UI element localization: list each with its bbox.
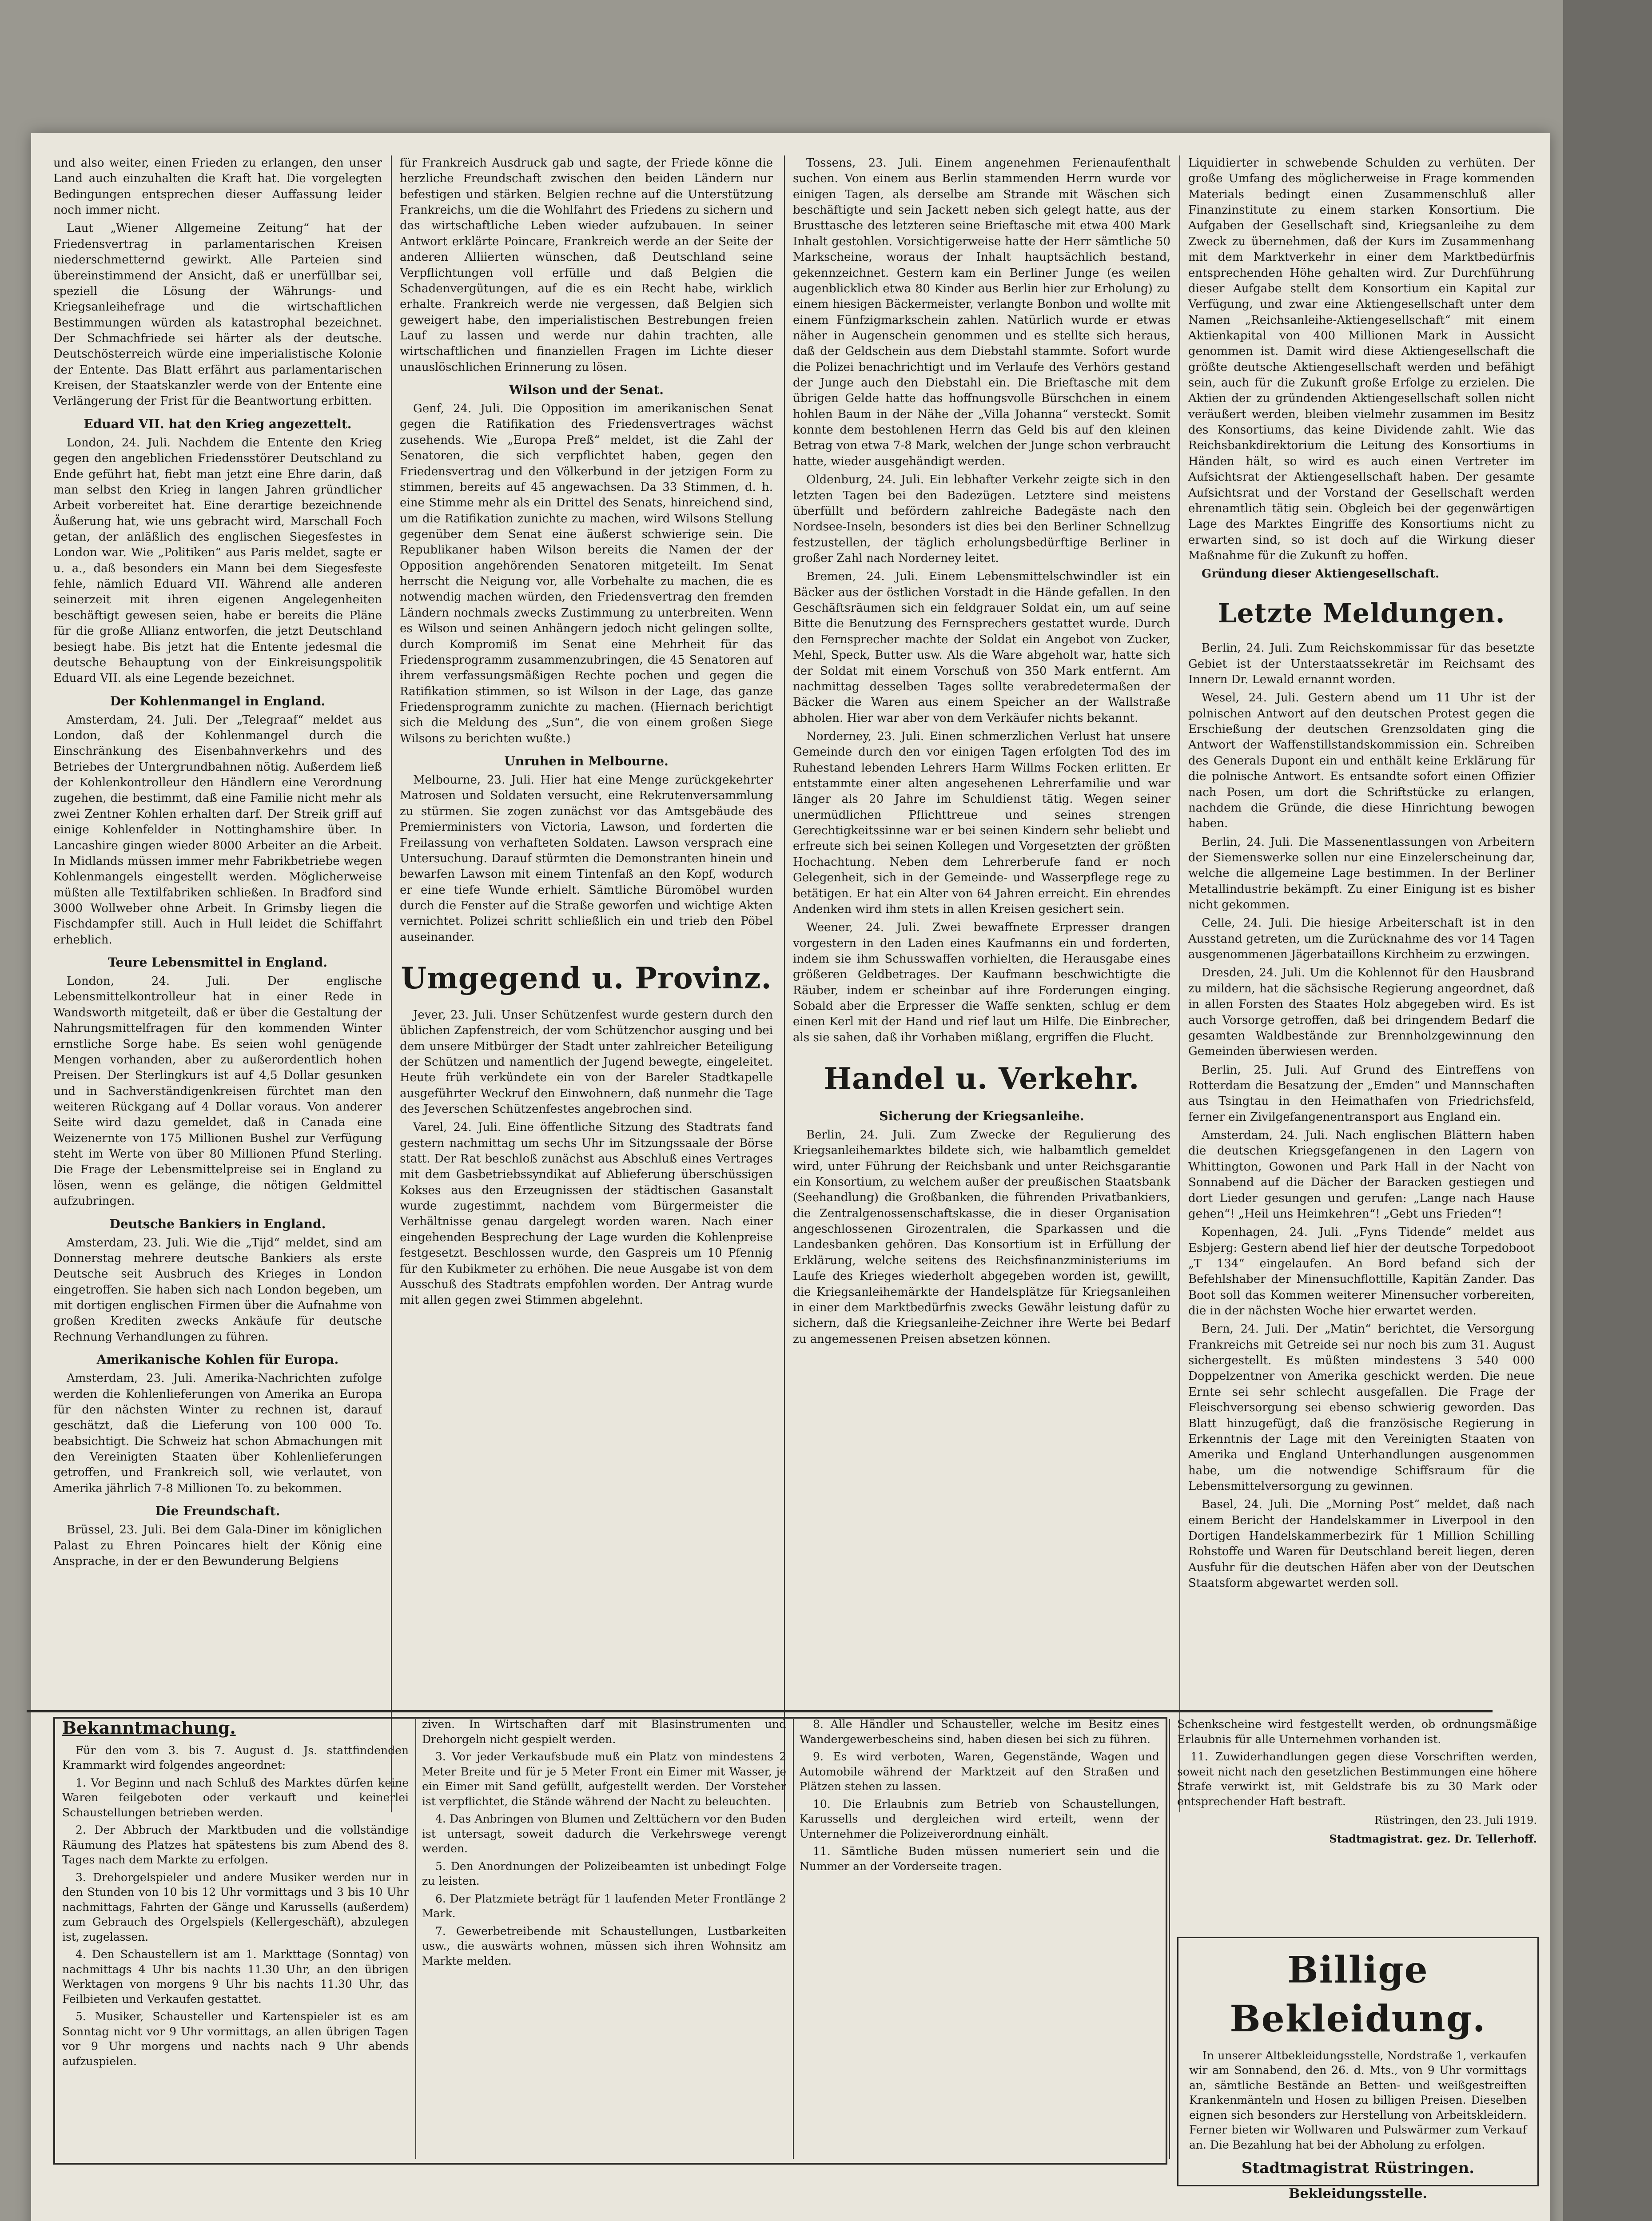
list-item: 2. Der Abbruch der Marktbuden und die vollständige Räumung des Platzes hat spätestens bis zum Abend des 8. Tages nach dem Markte zu erfolgen. [62, 1823, 409, 1867]
announcement-title: Bekanntmachung. [62, 1718, 236, 1738]
place-date: Rüstringen, den 23. Juli 1919. [1374, 1814, 1537, 1827]
column-rule [1169, 1719, 1170, 2159]
column-rule [784, 155, 785, 1812]
paragraph: Berlin, 24. Juli. Zum Reichskommissar für das besetzte Gebiet ist der Unterstaatssekretär im Reichsamt des Innern Dr. Lewald ernannt worden. [1188, 641, 1535, 687]
paragraph: Bremen, 24. Juli. Einem Lebensmittelschwindler ist ein Bäcker aus der östlichen Vorstadt in die Hände gefallen. In den Geschäftsräumen sich ein feldgrauer Soldat ein, um auf seine Bitte die Benutzung des Fernsprechers gestattet wurde. Durch den Fernsprecher machte der Soldat ein Angebot von Zucker, Mehl, Speck, Butter usw. Als die Ware abgeholt war, hatte sich der Soldat mit einem Vorschuß von 350 Mark entfernt. Am nachmittag desselben Tages sollte verabredetermaßen der Bäcker die Waren aus einem Speicher an der Wallstraße abholen. Hier war aber von dem Verkäufer nichts bekannt. [793, 570, 1170, 725]
list-item: 3. Vor jeder Verkaufsbude muß ein Platz von mindestens 2 Meter Breite und für je 5 Meter Front ein Eimer mit Wasser, je ein Eimer mit Sand gefüllt, aufgestellt werden. Der Vorsteher ist verpflichtet, die Stände während der Nacht zu beleuchten. [422, 1750, 786, 1808]
paragraph: Celle, 24. Juli. Die hiesige Arbeiterschaft ist in den Ausstand getreten, um die Zurücknahme des vor 14 Tagen ausgenommenen Jägerbataillons Kirchheim zu erzwingen. [1188, 916, 1535, 962]
list-item: 11. Zuwiderhandlungen gegen diese Vorschriften werden, soweit nicht nach den gesetzlichen Bestimmungen eine höhere Strafe verwirkt ist, mit Geldstrafe bis zu 30 Mark oder entsprechender Haft bestraft. [1177, 1750, 1537, 1808]
paragraph: Berlin, 24. Juli. Zum Zwecke der Regulierung des Kriegsanleihemarktes bildete sich, wie halbamtlich gemeldet wird, unter Führung der Reichsbank und unter Reichsgarantie ein Konsortium, zu welchem außer der preußischen Staatsbank (Seehandlung) die Großbanken, die führenden Privatbankiers, die Zentralgenossenschaftskasse, die in dieser Organisation angeschlossenen Girozentralen, die Sparkassen und die Landesbanken gehören. Das Konsortium ist in Erfüllung der Erklärung, welche seitens des Reichsfinanzministeriums im Laufe des Krieges wiederholt abgegeben worden ist, gewillt, die Kriegsanleihemärkte der Handelsplätze für Kriegsanleihen in einer dem Marktbedürfnis zwecks Gewähr leistung dafür zu sichern, daß die Kriegsanleihe-Zeichner ihre Werte bei Bedarf zu angemessenen Preisen absetzen können. [793, 1128, 1170, 1346]
paragraph: Amsterdam, 24. Juli. Nach englischen Blättern haben die deutschen Kriegsgefangenen in den Lagern von Whittington, Gowonen und Park Hall in der Nacht von Sonnabend auf die Dächer der Baracken gestiegen und dort Lieder gesungen und gerufen: „Lange nach Hause gehen“! „Heil uns Heimkehren“! „Gebt uns Frieden“! [1188, 1129, 1535, 1221]
ad-title: Billige Bekleidung. [1230, 1949, 1486, 2040]
headline: Teure Lebensmittel in England. [108, 955, 327, 970]
paragraph: Oldenburg, 24. Juli. Ein lebhafter Verkehr zeigte sich in den letzten Tagen bei den Badezügen. Letztere sind meistens überfüllt und befördern zahlreiche Badegäste nach den Nordsee-Inseln, besonders ist dies bei den Berliner Schnellzug festzustellen, der täglich erholungsbedürftige Berliner in großer Zahl nach Norderney leitet. [793, 473, 1170, 565]
paragraph: Liquidierter in schwebende Schulden zu verhüten. Der große Umfang des möglicherweise in Frage kommenden Materials bedingt einen Zusammenschluß aller Finanzinstitute zu einem starken Konsortium. Die Aufgaben der Gesellschaft sind, Kriegsanleihe zu dem Zweck zu übernehmen, daß der Kurs im Zusammenhang mit dem Marktverkehr in einer dem Marktbedürfnis entsprechenden Höhe gehalten wird. Zur Durchführung dieser Aufgabe stellt dem Konsortium ein Kapital zur Verfügung, und zwar eine Aktiengesellschaft unter dem Namen „Reichsanleihe-Aktiengesellschaft“ mit einem Aktienkapital von 400 Millionen Mark in Aussicht genommen ist. Damit wird diese Aktiengesellschaft die größte deutsche Aktiengesellschaft werden und befähigt sein, auch für die Zukunft große Erfolge zu erzielen. Die Aktien der zu gründenden Aktiengesellschaft sollen nicht veräußert werden, bleiben vielmehr zusammen im Besitz des Konsortiums, das keine Dividende zahlt. Wie das Reichsbankdirektorium die Leitung des Konsortiums in Händen hält, so wird es auch einen Vertreter im Aufsichtsrat der Aktiengesellschaft haben. Der gesamte Aufsichtsrat und der Vorstand der Gesellschaft werden ehrenamtlich tätig sein. Obgleich bei der gegenwärtigen Lage des Marktes Eingriffe des Konsortiums nicht zu erwarten sind, so ist doch auf die Wirkung dieser Maßnahme für die Zukunft zu hoffen. [1188, 156, 1535, 562]
clothing-ad [1177, 1937, 1539, 2201]
headline: Eduard VII. hat den Krieg angezettelt. [84, 416, 352, 431]
paragraph: Amsterdam, 23. Juli. Amerika-Nachrichten zufolge werden die Kohlenlieferungen von Amerika an Europa für den nächsten Winter zu rechnen ist, darauf geschätzt, daß die Lieferung von 100 000 To. beabsichtigt. Die Schweiz hat schon Abmachungen mit den Vereinigten Staaten über Kohlenlieferungen getroffen, und Frankreich soll, wie verlautet, von Amerika jährlich 7-8 Millionen To. zu bekommen. [53, 1372, 382, 1495]
announcement-col-4 [1177, 1717, 1537, 1930]
paragraph: Weener, 24. Juli. Zwei bewaffnete Erpresser drangen vorgestern in den Laden eines Kaufmanns ein und forderten, indem sie ihm Schusswaffen vorhielten, die Herausgabe eines größeren Geldbetrages. Der Kaufmann beschwichtigte die Räuber, indem er scheinbar auf ihre Forderungen einging. Sobald aber die Erpresser die Waffe senkten, schlug er dem einen Kerl mit der Hand und rief laut um Hilfe. Die Einbrecher, als sie sahen, daß ihr Vorhaben mißlang, ergriffen die Flucht. [793, 921, 1170, 1044]
list-item: 4. Das Anbringen von Blumen und Zelttüchern vor den Buden ist untersagt, soweit dadurch die Verkehrswege verengt werden. [422, 1812, 786, 1855]
paragraph: Genf, 24. Juli. Die Opposition im amerikanischen Senat gegen die Ratifikation des Friedensvertrages wächst zusehends. Wie „Europa Preß“ meldet, ist die Zahl der Senatoren, die sich verpflichtet haben, gegen den Friedensvertrag und den Völkerbund in der jetzigen Form zu stimmen, bereits auf 45 angewachsen. Da 33 Stimmen, d. h. eine Stimme mehr als ein Drittel des Senats, hinreichend sind, um die Ratifikation zunichte zu machen, wird Wilsons Stellung gegenüber dem Senat eine äußerst schwierige sein. Die Republikaner haben Wilson bereits die Namen der der Opposition angehörenden Senatoren mitgeteilt. Im Senat herrscht die Neigung vor, alle Vorbehalte zu machen, die es notwendig machen würden, den Friedensvertrag den fremden Ländern nochmals zwecks Zustimmung zu unterbreiten. Wenn es Wilson und seinen Anhängern jedoch nicht gelingen sollte, durch Kompromiß im Senat eine Mehrheit für das Friedensprogramm zusammenzubringen, die 45 Senatoren auf ihrem verfassungsmäßigen Rechte pochen und gegen die Ratifikation stimmen, so ist Wilson in der Lage, das ganze Friedensprogramm zunichte zu machen. (Hiernach berichtigt sich die Meldung des „Sun“, die von einem großen Siege Wilsons zu berichten wußte.) [400, 402, 773, 745]
column-rule [793, 1719, 794, 2159]
headline: Amerikanische Kohlen für Europa. [96, 1352, 339, 1367]
column-rule [1179, 155, 1180, 1812]
paragraph: Norderney, 23. Juli. Einen schmerzlichen Verlust hat unsere Gemeinde durch den vor einigen Tagen erfolgten Tod des im Ruhestand lebenden Lehrers Harm Willms Focken erlitten. Er entstammte einer alten angesehenen Lehrerfamilie und war länger als 20 Jahre im Schuldienst tätig. Wegen seiner unermüdlichen Pflichttreue und seines strengen Gerechtigkeitssinne war er bei seinen Kindern sehr beliebt und erfreute sich bei seinen Kollegen und Vorgesetzten der größten Hochachtung. Neben dem Lehrerberufe fand er noch Gelegenheit, sich in der Gemeinde- und Wasserpflege rege zu betätigen. Er hat ein Alter von 64 Jahren erreicht. Ein ehrendes Andenken wird ihm stets in allen Kreisen gesichert sein. [793, 729, 1170, 916]
column-rule [415, 1719, 416, 2159]
paragraph: Jever, 23. Juli. Unser Schützenfest wurde gestern durch den üblichen Zapfenstreich, der vom Schützenchor ausging und bei dem unsere Mitbürger der Stadt unter zahlreicher Beteiligung der Schützen und namentlich der Jugend bewegte, eingeleitet. Heute früh verkündete ein von der Bareler Stadtkapelle ausgeführter Weckruf den Einwohnern, daß nunmehr die Tage des Jeverschen Schützenfestes angebrochen sind. [400, 1008, 773, 1116]
headline: Deutsche Bankiers in England. [109, 1216, 326, 1231]
list-item: 3. Drehorgelspieler und andere Musiker werden nur in den Stunden von 10 bis 12 Uhr vormittags und 3 bis 10 Uhr nachmittags, Fahrten der Gänge und Karussells (außerdem) zum Gebrauch des Orgelspiels (Kellergeschäft), abzulegen ist, zugelassen. [62, 1871, 409, 1943]
paragraph: Melbourne, 23. Juli. Hier hat eine Menge zurückgekehrter Matrosen und Soldaten versucht, eine Rekrutenversammlung zu stürmen. Sie zogen zunächst vor das Amtsgebäude des Premierministers von Victoria, Lawson, und forderten die Freilassung von verhafteten Soldaten. Lawson versprach eine Untersuchung. Darauf stürmten die Demonstranten hinein und bewarfen Lawson mit einem Tintenfaß an den Kopf, wodurch er eine tiefe Wunde erhielt. Sämtliche Büromöbel wurden durch die Fenster auf die Straße geworfen und wichtige Akten vernichtet. Polizei schritt schließlich ein und trieb den Pöbel auseinander. [400, 773, 773, 944]
paragraph: Berlin, 24. Juli. Die Massenentlassungen von Arbeitern der Siemenswerke sollen nur eine Einzelerscheinung dar, welche die allgemeine Lage bestimmen. In der Berliner Metallindustrie bekämpft. Zu einer Einigung ist es bisher nicht gekommen. [1188, 835, 1535, 912]
paragraph: für Frankreich Ausdruck gab und sagte, der Friede könne die herzliche Freundschaft zwischen den beiden Ländern nur befestigen und stärken. Belgien rechne auf die Unterstützung Frankreichs, um die die Wohlfahrt des Friedens zu sichern und das wirtschaftliche Leben wieder aufzubauen. In seiner Antwort erklärte Poincare, Frankreich werde an der Seite der anderen Alliierten wünschen, daß Deutschland seine Verpflichtungen voll erfülle und daß Belgien die Schadenvergütungen, auf die es ein Recht habe, wirklich erhalte. Frankreich werde nie vergessen, daß Belgien sich geweigert habe, den imperialistischen Bestrebungen freien Lauf zu lassen und werde nur dahin trachten, alle wirtschaftlichen und finanziellen Fragen im Lichte dieser unauslöschlichen Erinnerung zu lösen. [400, 156, 773, 374]
list-item: ziven. In Wirtschaften darf mit Blasinstrumenten und Drehorgeln nicht gespielt werden. [422, 1718, 786, 1746]
list-item: 11. Sämtliche Buden müssen numeriert sein und die Nummer an der Vorderseite tragen. [800, 1845, 1159, 1873]
paragraph: Laut „Wiener Allgemeine Zeitung“ hat der Friedensvertrag in parlamentarischen Kreisen niederschmetternd gewirkt. Alle Parteien sind übereinstimmend der Ansicht, daß er unerfüllbar sei, speziell die Lösung der Währungs- und Kriegsanleihefrage und die wirtschaftlichen Bestimmungen würden als katastrophal bezeichnet. Der Schmachfriede sei härter als der deutsche. Deutschösterreich würde eine imperialistische Kolonie der Entente. Das Blatt erfährt aus parlamentarischen Kreisen, der Staatskanzler werde von der Entente eine Verlängerung der Frist für die Beantwortung erbitten. [53, 222, 382, 408]
list-item: 9. Es wird verboten, Waren, Gegenstände, Wagen und Automobile während der Marktzeit auf den Straßen und Plätzen stehen zu lassen. [800, 1750, 1159, 1793]
announcement-col-1 [62, 1717, 409, 2165]
list-item: 1. Vor Beginn und nach Schluß des Marktes dürfen keine Waren feilgeboten oder verkauft und keinerlei Schaustellungen betrieben werden. [62, 1776, 409, 1819]
column-1 [53, 155, 382, 1812]
list-item: 8. Alle Händler und Schausteller, welche im Besitz eines Wandergewerbescheins sind, haben diesen bei sich zu führen. [800, 1718, 1159, 1746]
ad-text: In unserer Altbekleidungsstelle, Nordstraße 1, verkaufen wir am Sonnabend, den 26. d. Mts., von 9 Uhr vormittags an, sämtliche Bestände an Betten- und weißgestreiften Krankenmänteln und Hosen zu billigen Preisen. Dieselben eignen sich besonders zur Herstellung von Arbeitskleidern. Ferner bieten wir Wollwaren und Pulswärmer zum Verkauf an. Die Bezahlung hat bei der Abholung zu erfolgen. [1189, 2049, 1527, 2151]
paragraph: Gründung dieser Aktiengesellschaft. [1202, 567, 1440, 581]
list-item: 5. Musiker, Schausteller und Kartenspieler ist es am Sonntag nicht vor 9 Uhr vormittags, an allen übrigen Tagen vor 9 Uhr morgens und nachts nach 9 Uhr abends aufzuspielen. [62, 2010, 409, 2068]
list-item: 10. Die Erlaubnis zum Betrieb von Schaustellungen, Karussells und dergleichen wird erteilt, wenn der Unternehmer die Polizeiverordnung einhält. [800, 1797, 1159, 1840]
section-heading: Letzte Meldungen. [1218, 597, 1505, 629]
headline: Die Freundschaft. [155, 1504, 280, 1519]
list-item: Schenkscheine wird festgestellt werden, ob ordnungsmäßige Erlaubnis für alle Unternehmen vorhanden ist. [1177, 1718, 1537, 1746]
headline: Sicherung der Kriegsanleihe. [879, 1108, 1084, 1123]
headline: Unruhen in Melbourne. [504, 754, 669, 769]
paragraph: Amsterdam, 23. Juli. Wie die „Tijd“ meldet, sind am Donnerstag mehrere deutsche Bankiers als erste Deutsche seit Ausbruch des Krieges in London eingetroffen. Sie haben sich nach London begeben, um mit dortigen englischen Firmen über die Aufnahme von großen Krediten zwecks Ankäufe für deutsche Rechnung Verhandlungen zu führen. [53, 1236, 382, 1344]
paragraph: Für den vom 3. bis 7. August d. Js. stattfindenden Krammarkt wird folgendes angeordnet: [62, 1743, 409, 1772]
paragraph: Varel, 24. Juli. Eine öffentliche Sitzung des Stadtrats fand gestern nachmittag um sechs Uhr im Sitzungssaale der Börse statt. Der Rat beschloß zunächst aus Abschluß eines Vertrages mit dem Gasbetriebssyndikat auf Ablieferung überschüssigen Kokses aus den Erzeugnissen der städtischen Gasanstalt wurde zugestimmt, nachdem vom Bürgermeister die Verhältnisse genau dargelegt worden waren. Nach einer eingehenden Besprechung der Lage wurden die Kohlenpreise festgesetzt. Beschlossen wurde, den Gaspreis um 10 Pfennig für den Kubikmeter zu erhöhen. Die neue Ausgabe ist von dem Ausschuß des Stadtrats empfohlen worden. Der Antrag wurde mit allen gegen zwei Stimmen abgelehnt. [400, 1121, 773, 1307]
ad-signer: Stadtmagistrat Rüstringen. [1241, 2159, 1475, 2177]
paragraph: Bern, 24. Juli. Der „Matin“ berichtet, die Versorgung Frankreichs mit Getreide sei nur noch bis zum 31. August sichergestellt. Es müßten mindestens 3 540 000 Doppelzentner von Amerika geschickt werden. Die neue Ernte sei sehr schlecht ausgefallen. Die Frage der Fleischversorgung sei ebenso schwierig geworden. Das Blatt hinzugefügt, daß die französische Regierung in Erkenntnis der Lage mit den Vereinigten Staaten von Amerika und England Unterhandlungen ausgenommen habe, um die notwendige Schiffsraum für die Lebensmittelversorgung zu gewinnen. [1188, 1322, 1535, 1493]
ad-department: Bekleidungsstelle. [1289, 2185, 1427, 2201]
paragraph: Wesel, 24. Juli. Gestern abend um 11 Uhr ist der polnischen Antwort auf den deutschen Protest gegen die Erschießung der deutschen Grenzsoldaten ging die Antwort der Waffenstillstandskommission ein. Schreiben des Generals Dupont ein und enthält keine Erklärung für die polnische Antwort. Es entsandte sofort einen Offizier nach Posen, um dort die Schriftstücke zu erlangen, nachdem die Gründe, die diese Hinrichtung bewogen haben. [1188, 691, 1535, 831]
announcement-col-2 [422, 1717, 786, 2165]
list-item: 6. Der Platzmiete beträgt für 1 laufenden Meter Frontlänge 2 Mark. [422, 1892, 786, 1920]
headline: Wilson und der Senat. [509, 382, 664, 398]
paragraph: Basel, 24. Juli. Die „Morning Post“ meldet, daß nach einem Bericht der Handelskammer in Liverpool in den Dortigen Handelskammerbezirk für 1 Million Schilling Rohstoffe und Waren für Deutschland bereit liegen, deren Ausfuhr für die deutschen Häfen aber von der Deutschen Staatsform abgewartet werden soll. [1188, 1498, 1535, 1590]
column-rule [391, 155, 392, 1812]
list-item: 5. Den Anordnungen der Polizeibeamten ist unbedingt Folge zu leisten. [422, 1859, 786, 1887]
paragraph: London, 24. Juli. Der englische Lebensmittelkontrolleur hat in einer Rede in Wandsworth mitgeteilt, daß er über die Gestaltung der Nahrungsmittelfragen für den kommenden Winter ernstliche Sorge habe. Es seien wohl genügende Mengen vorhanden, aber zu außerordentlich hohen Preisen. Der Sterlingkurs ist auf 4,5 Dollar gesunken und in Sachverständigenkreisen fürchtet man den weiteren Rückgang auf 4 Dollar voraus. Von anderer Seite wird dazu gemeldet, daß in Canada eine Weizenernte von 175 Millionen Bushel zur Verfügung steht im Werte von über 80 Millionen Pfund Sterling. Die Frage der Lebensmittelpreise sei in England zu lösen, wenn es gelänge, die nötigen Geldmittel aufzubringen. [53, 975, 382, 1208]
paragraph: Amsterdam, 24. Juli. Der „Telegraaf“ meldet aus London, daß der Kohlenmangel durch die Einschränkung des Eisenbahnverkehrs und des Betriebes der Untergrundbahnen nötig. Außerdem ließ der Kohlenkontrolleur den Händlern eine Verordnung zugehen, die bestimmt, daß eine Familie nicht mehr als zwei Zentner Kohlen erhalten darf. Der Streik griff auf einige Kohlenfelder in Nottinghamshire über. In Lancashire gingen wieder 8000 Arbeiter an die Arbeit. In Midlands müssen immer mehr Fabrikbetriebe wegen Kohlenmangels eingestellt werden. Möglicherweise müßten alle Textilfabriken schließen. In Bradford sind 3000 Wollweber ohne Arbeit. In Grimsby liegen die Fischdampfer still. Auch in Hull leidet die Schiffahrt erheblich. [53, 713, 382, 947]
section-heading: Handel u. Verkehr. [824, 1061, 1140, 1096]
paragraph: Tossens, 23. Juli. Einem angenehmen Ferienaufenthalt suchen. Von einem aus Berlin stammenden Herrn wurde vor einigen Tagen, als derselbe am Strande mit Wäschen sich beschäftigte und sein Jackett neben sich gelegt hatte, aus der Brusttasche des letzteren seine Brieftasche mit etwa 400 Mark Inhalt gestohlen. Vorsichtigerweise hatte der Herr sämtliche 50 Markscheine, woraus der Inhalt hauptsächlich bestand, gekennzeichnet. Gestern kam ein Berliner Junge (es weilen augenblicklich etwa 80 Kinder aus Berlin hier zur Erholung) zu einem hiesigen Bäckermeister, verlangte Bonbon und wollte mit einem Fünfzigmarkschein zahlen. Natürlich wurde er etwas näher in Augenschein genommen und es stellte sich heraus, daß der Geldschein aus dem Diebstahl stammte. Sofort wurde die Polizei benachrichtigt und im Verlaufe des Verhörs gestand der Junge auch den Diebstahl ein. Die Brieftasche mit dem übrigen Gelde hatte das hoffnungsvolle Bürschchen in einem hohlen Baum in der Nähe der „Villa Johanna“ versteckt. Somit konnte dem bestohlenen Herrn das Geld bis auf den kleinen Betrag von etwa 7-8 Mark, welchen der Junge schon verbraucht hatte, wieder ausgehändigt werden. [793, 156, 1170, 468]
paragraph: Berlin, 25. Juli. Auf Grund des Eintreffens von Rotterdam die Besatzung der „Emden“ und Mannschaften aus Tsingtau in den Heimathafen von Friedrichsfeld, ferner ein Zivilgefangenentransport aus England ein. [1188, 1063, 1535, 1124]
paragraph: Kopenhagen, 24. Juli. „Fyns Tidende“ meldet aus Esbjerg: Gestern abend lief hier der deutsche Torpedoboot „T 134“ eingelaufen. An Bord befand sich der Befehlshaber der Minensuchflottille, Kapitän Zander. Das Boot soll das Kommen weiterer Minensucher vorbereiten, die in der nächsten Woche hier erwartet werden. [1188, 1226, 1535, 1318]
page-edge [1563, 0, 1652, 2221]
paragraph: und also weiter, einen Frieden zu erlangen, den unser Land auch einzuhalten die Kraft hat. Die vorgelegten Bedingungen entsprechen dieser Auffassung leider noch immer nicht. [53, 156, 382, 217]
paragraph: Dresden, 24. Juli. Um die Kohlennot für den Hausbrand zu mildern, hat die sächsische Regierung angeordnet, daß in allen Forsten des Staates Holz abgegeben wird. Es ist auch Vorsorge getroffen, daß bei dringendem Bedarf die gesamten Waldbestände zur Brennholzgewinnung den Gemeinden überwiesen werden. [1188, 966, 1535, 1059]
column-4 [1188, 155, 1535, 1812]
headline: Der Kohlenmangel in England. [110, 693, 326, 708]
list-item: 4. Den Schaustellern ist am 1. Markttage (Sonntag) von nachmittags 4 Uhr bis nachts 11.30 Uhr, an den übrigen Werktagen von morgens 9 Uhr bis nachts 11.30 Uhr, das Feilbieten und Verkaufen gestattet. [62, 1948, 409, 2006]
paragraph: Brüssel, 23. Juli. Bei dem Gala-Diner im königlichen Palast zu Ehren Poincares hielt der König eine Ansprache, in der er den Bewunderung Belgiens [53, 1523, 382, 1568]
section-heading: Umgegend u. Provinz. [401, 961, 772, 996]
paragraph: London, 24. Juli. Nachdem die Entente den Krieg gegen den angeblichen Friedensstörer Deutschland zu Ende geführt hat, fiebt man jetzt eine Ehre darin, daß man selbst den Krieg in langen Jahren gründlicher Arbeit vorbereitet hat. Eine derartige bezeichnende Äußerung hat, wie uns gebracht wird, Marschall Foch getan, der anläßlich des englischen Siegesfestes in London war. Wie „Politiken“ aus Paris meldet, sagte er u. a., daß besonders ein Mann bei dem Siegesfeste fehle, nämlich Eduard VII. Während alle anderen seinerzeit mit ihren eigenen Angelegenheiten beschäftigt gewesen seien, habe er bereits die Pläne für die große Allianz entworfen, die jetzt Deutschland besiegt habe. Bis jetzt hat die Entente jedesmal die deutsche Behauptung von der Einkreisungspolitik Eduard VII. als eine Legende bezeichnet. [53, 436, 382, 685]
announcement-col-3 [800, 1717, 1159, 2165]
column-3 [793, 155, 1170, 1812]
signature-line: Stadtmagistrat. gez. Dr. Tellerhoff. [1329, 1832, 1537, 1846]
column-2 [400, 155, 773, 1812]
section-divider [27, 1710, 1493, 1712]
list-item: 7. Gewerbetreibende mit Schaustellungen, Lustbarkeiten usw., die auswärts wohnen, müssen sich ihren Wohnsitz am Markte melden. [422, 1924, 786, 1967]
